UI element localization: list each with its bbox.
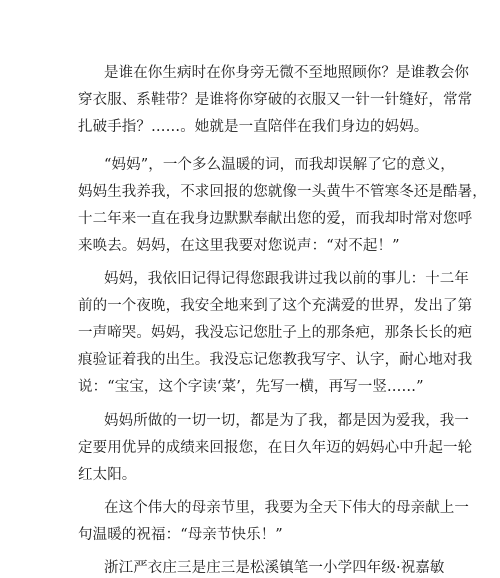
paragraph-5-line-2: 句温暖的祝福：“母亲节快乐！” <box>78 527 283 543</box>
paragraph-1-line-2: 穿衣服、系鞋带？是谁将你穿破的衣服又一针一针缝好，常常 <box>78 92 473 108</box>
paragraph-5-line-1: 在这个伟大的母亲节里，我要为全天下伟大的母亲献上一 <box>104 500 469 516</box>
paragraph-3-line-1: 妈妈，我依旧记得记得您跟我讲过我以前的事儿：十二年 <box>104 271 469 287</box>
paragraph-3-line-4: 痕验证着我的出生。我没忘记您教我写字、认字，耐心地对我 <box>78 352 473 368</box>
paragraph-3-line-5: 说：“宝宝，这个字读‘菜’，先写一横，再写一竖……” <box>78 379 424 395</box>
paragraph-2-line-2: 妈妈生我养我，不求回报的您就像一头黄牛不管寒冬还是酷暑， <box>78 184 487 200</box>
paragraph-1-line-1: 是谁在你生病时在你身旁无微不至地照顾你？是谁教会你 <box>104 65 469 81</box>
paragraph-4-line-1: 妈妈所做的一切一切，都是为了我，都是因为爱我，我一 <box>104 413 469 429</box>
paragraph-3-line-3: 一声啼哭。妈妈，我没忘记您肚子上的那条疤，那条长长的疤 <box>78 325 473 341</box>
paragraph-2-line-4: 来唤去。妈妈，在这里我要对您说声：“对不起！” <box>78 238 400 254</box>
paragraph-4-line-2: 定要用优异的成绩来回报您，在日久年迈的妈妈心中升起一轮 <box>78 440 473 456</box>
paragraph-4-line-3: 红太阳。 <box>78 467 137 483</box>
paragraph-2-line-3: 十二年来一直在我身边默默奉献出您的爱，而我却时常对您呼 <box>78 211 473 227</box>
paragraph-2-line-1: “妈妈”，一个多么温暖的词，而我却误解了它的意义， <box>104 157 455 173</box>
paragraph-6-line-1: 浙江严衣庄三是庄三是松溪镇笔一小学四年级·祝嘉敏 <box>104 560 445 576</box>
paragraph-3-line-2: 前的一个夜晚，我安全地来到了这个充满爱的世界，发出了第 <box>78 298 473 314</box>
paragraph-1-line-3: 扎破手指？……。她就是一直陪伴在我们身边的妈妈。 <box>78 119 429 135</box>
